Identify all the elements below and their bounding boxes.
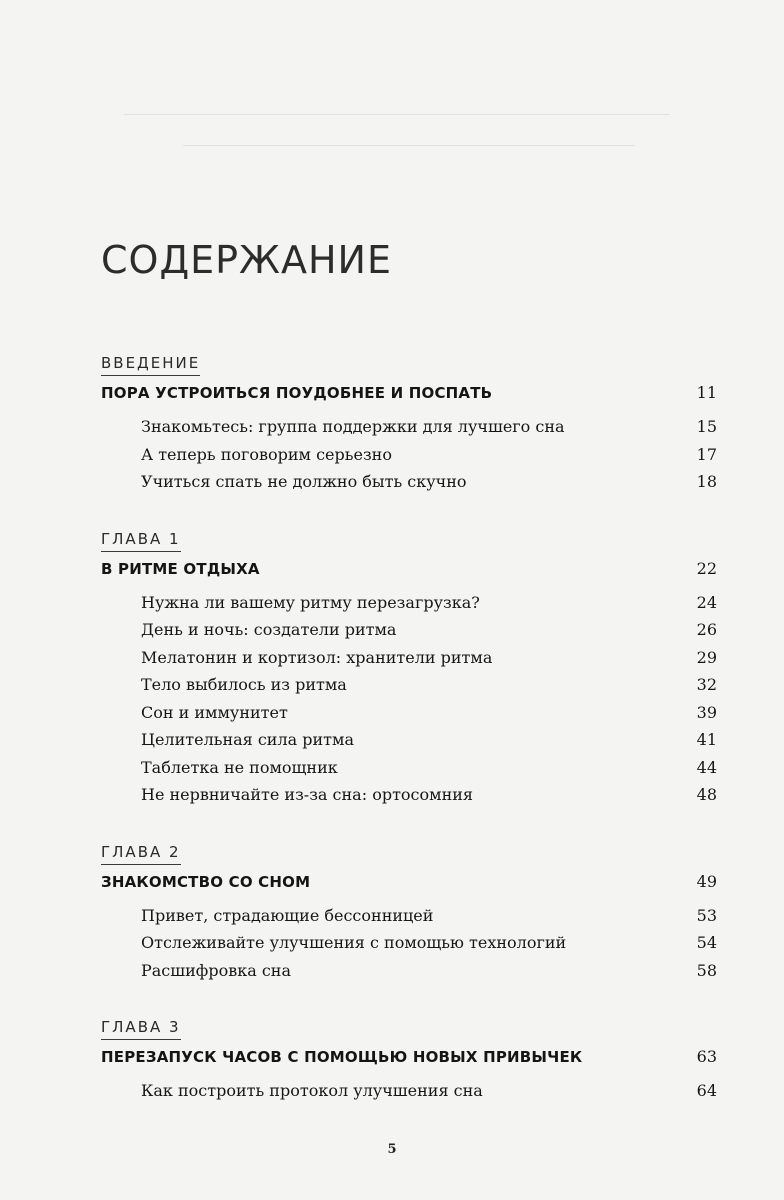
chapter-title: ЗНАКОМСТВО СО СНОМ [101, 872, 311, 891]
page-number: 15 [696, 417, 717, 436]
page-folio: 5 [387, 1142, 397, 1157]
section-label: ВВЕДЕНИЕ [101, 352, 200, 376]
chapter-title: В РИТМЕ ОТДЫХА [101, 559, 260, 578]
toc-entry[interactable] [101, 441, 717, 469]
page-number: 18 [696, 472, 717, 491]
toc-entry[interactable] [101, 781, 717, 809]
table-of-contents [101, 352, 717, 1137]
toc-entry[interactable] [101, 644, 717, 672]
toc-section-chapter-3 [101, 1016, 717, 1105]
page-number: 17 [696, 444, 717, 464]
toc-entry[interactable] [101, 1077, 717, 1105]
show-through-header [100, 38, 694, 53]
section-label: ГЛАВА 3 [101, 1016, 181, 1040]
section-label: ГЛАВА 2 [101, 841, 181, 865]
toc-entry[interactable] [101, 726, 717, 754]
entry-title: Расшифровка сна [141, 960, 291, 980]
page-number: 58 [696, 960, 717, 980]
page-number: 64 [696, 1081, 717, 1100]
section-label: ГЛАВА 1 [101, 528, 181, 552]
page-number: 54 [696, 933, 717, 952]
entry-title: Учиться спать не должно быть скучно [141, 472, 467, 491]
chapter-title: ПОРА УСТРОИТЬСЯ ПОУДОБНЕЕ И ПОСПАТЬ [101, 384, 493, 402]
entry-title: Тело выбилось из ритма [141, 675, 347, 694]
entry-title: А теперь поговорим серьезно [141, 444, 392, 464]
entry-title: Сон и иммунитет [141, 702, 288, 722]
toc-entry[interactable] [101, 929, 717, 957]
chapter-title: ПЕРЕЗАПУСК ЧАСОВ С ПОМОЩЬЮ НОВЫХ ПРИВЫЧЕК [101, 1048, 583, 1066]
chapter-entry[interactable] [101, 1043, 717, 1071]
toc-entry[interactable] [101, 699, 717, 727]
toc-entry[interactable] [101, 589, 717, 617]
toc-entry[interactable] [101, 902, 717, 930]
entry-title: Целительная сила ритма [141, 730, 354, 749]
page-number: 29 [696, 647, 717, 667]
toc-entry[interactable] [101, 754, 717, 782]
chapter-entry[interactable] [101, 555, 717, 583]
page-number: 26 [696, 620, 717, 639]
page-number: 22 [696, 558, 717, 578]
show-through-texture [100, 96, 694, 146]
entry-title: Знакомьтесь: группа поддержки для лучшего сна [141, 417, 565, 436]
chapter-entry[interactable] [101, 379, 717, 407]
page-number: 44 [696, 757, 717, 777]
toc-section-introduction [101, 352, 717, 496]
entry-title: Мелатонин и кортизол: хранители ритма [141, 647, 493, 667]
toc-entry[interactable] [101, 616, 717, 644]
entry-title: Таблетка не помощник [141, 757, 338, 777]
page-number: 11 [696, 383, 717, 402]
entry-title: Не нервничайте из-за сна: ортосомния [141, 785, 474, 804]
entry-title: Отслеживайте улучшения с помощью технологий [141, 933, 567, 952]
entry-title: Привет, страдающие бессонницей [141, 905, 434, 925]
toc-entry[interactable] [101, 671, 717, 699]
page-title: СОДЕРЖАНИЕ [101, 238, 392, 282]
page-number: 63 [696, 1047, 717, 1066]
chapter-entry[interactable] [101, 868, 717, 896]
toc-entry[interactable] [101, 413, 717, 441]
page-number: 24 [696, 592, 717, 612]
entry-title: Как построить протокол улучшения сна [141, 1081, 483, 1100]
page-number: 48 [696, 785, 717, 804]
page-number: 53 [696, 905, 717, 925]
toc-section-chapter-2 [101, 841, 717, 985]
toc-entry[interactable] [101, 957, 717, 985]
page-number: 41 [696, 730, 717, 749]
toc-section-chapter-1 [101, 528, 717, 809]
entry-title: Нужна ли вашему ритму перезагрузка? [141, 592, 480, 612]
entry-title: День и ночь: создатели ритма [141, 620, 397, 639]
toc-entry[interactable] [101, 468, 717, 496]
page-number: 39 [696, 702, 717, 722]
page-number: 32 [696, 675, 717, 694]
page-number: 49 [696, 871, 717, 891]
